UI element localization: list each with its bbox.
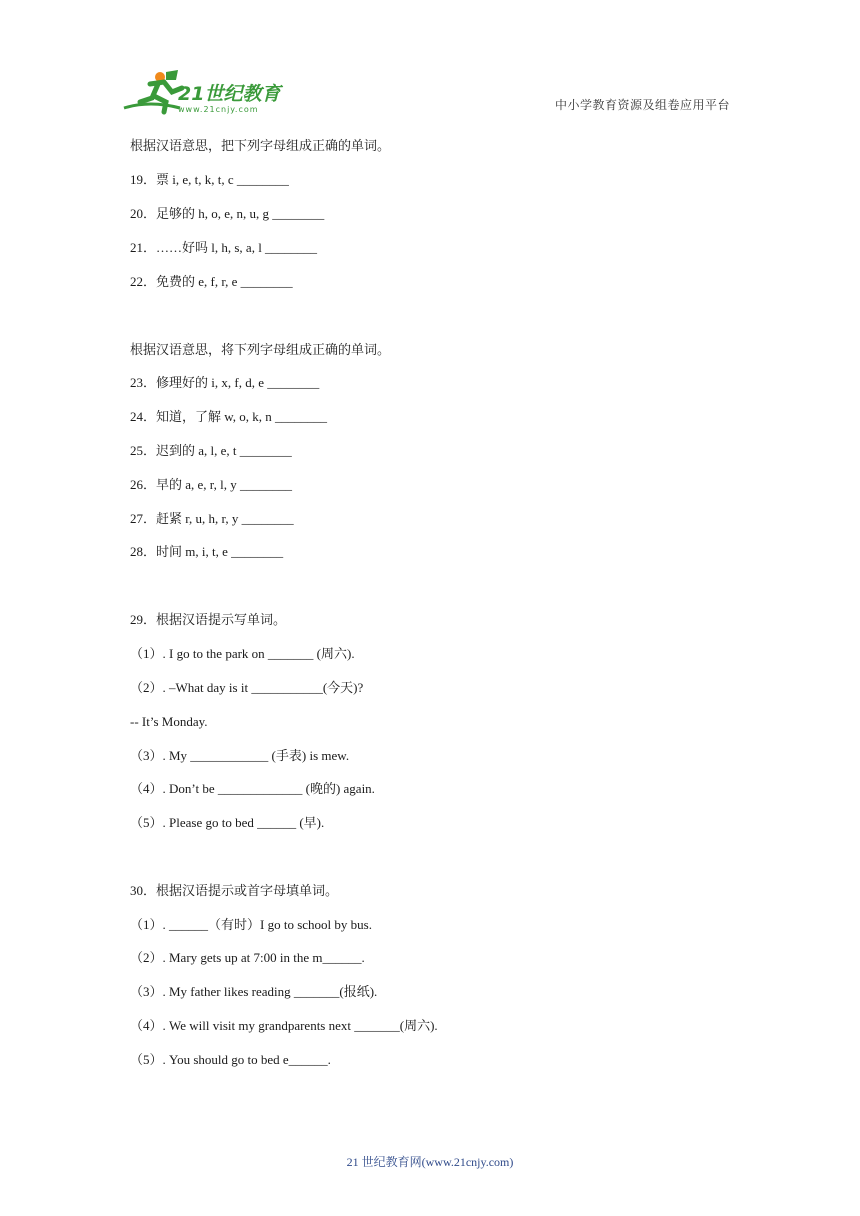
question-30-2: （2）. Mary gets up at 7:00 in the m______. <box>130 950 365 965</box>
question-30-1: （1）. ______（有时）I go to school by bus. <box>130 917 372 932</box>
section1-instruction: 根据汉语意思，把下列字母组成正确的单词。 <box>130 138 391 153</box>
question-20: 20．足够的 h, o, e, n, u, g ________ <box>130 206 325 221</box>
question-21: 21．……好吗 l, h, s, a, l ________ <box>130 240 318 255</box>
logo-text: 21世纪教育 <box>178 83 281 105</box>
question-29-3: （3）. My ____________ (手表) is mew. <box>130 748 350 763</box>
question-29-2-answer: -- It’s Monday. <box>130 714 208 729</box>
platform-tagline: 中小学教育资源及组卷应用平台 <box>554 98 730 112</box>
question-29-title: 29．根据汉语提示写单词。 <box>130 612 287 627</box>
page-header <box>0 0 860 130</box>
question-29-1: （1）. I go to the park on _______ (周六). <box>130 646 355 661</box>
page-footer: 21 世纪教育网(www.21cnjy.com) <box>346 1155 514 1169</box>
question-29-2: （2）. –What day is it ___________(今天)? <box>130 680 364 695</box>
logo-url: www.21cnjy.com <box>178 105 259 114</box>
question-23: 23．修理好的 i, x, f, d, e ________ <box>130 375 320 390</box>
question-24: 24．知道，了解 w, o, k, n ________ <box>130 409 328 424</box>
question-19: 19．票 i, e, t, k, t, c ________ <box>130 172 289 187</box>
question-22: 22．免费的 e, f, r, e ________ <box>130 274 293 289</box>
question-30-3: （3）. My father likes reading _______(报纸). <box>130 984 378 999</box>
question-30-4: （4）. We will visit my grandparents next _______(周六). <box>130 1018 438 1033</box>
question-29-5: （5）. Please go to bed ______ (早). <box>130 815 325 830</box>
question-25: 25．迟到的 a, l, e, t ________ <box>130 443 292 458</box>
question-30-title: 30．根据汉语提示或首字母填单词。 <box>130 883 339 898</box>
question-26: 26．早的 a, e, r, l, y ________ <box>130 477 292 492</box>
question-30-5: （5）. You should go to bed e______. <box>130 1052 331 1067</box>
question-27: 27．赶紧 r, u, h, r, y ________ <box>130 511 294 526</box>
section2-instruction: 根据汉语意思，将下列字母组成正确的单词。 <box>130 342 391 357</box>
question-28: 28．时间 m, i, t, e ________ <box>130 544 284 559</box>
question-29-4: （4）. Don’t be _____________ (晚的) again. <box>130 781 375 796</box>
brand-logo <box>120 68 300 118</box>
